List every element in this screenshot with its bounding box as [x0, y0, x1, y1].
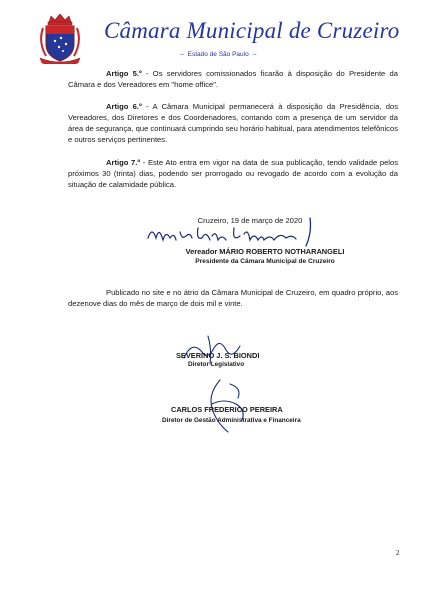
header-title: Câmara Municipal de Cruzeiro — [104, 18, 400, 43]
page-number: 2 — [396, 549, 400, 557]
subtitle-dash-left: – — [180, 51, 184, 58]
article-6-label: Artigo 6.º — [106, 102, 142, 111]
article-5-label: Artigo 5.º — [106, 69, 142, 78]
article-7-text: - Este Ato entra em vigor na data de sua publicação, tendo validade pelos próximos 30 (trinta) dias, podendo ser prorrogado ou revogado de acordo com a evolução da situação de calamidade pública. — [68, 158, 398, 189]
article-5-text: - Os servidores comissionados ficarão à disposição do Presidente da Câmara e dos Vereadores em "home office". — [68, 69, 398, 89]
article-6-text: - A Câmara Municipal permanecerá à disposição da Presidência, dos Vereadores, dos Diretores e dos Coordenadores, contando com a presença de um servidor da área de segurança, que continuará cumprindo seu horário habitual, para atendimentos telefônicos e outros serviços pertinentes. — [68, 102, 399, 144]
header-subtitle — [176, 51, 336, 58]
admin-director-name: CARLOS FREDERICO PEREIRA — [171, 405, 283, 414]
place-date: Cruzeiro, 19 de março de 2020 — [197, 216, 303, 225]
admin-director-role: Diretor de Gestão Administrativa e Financeira — [162, 417, 301, 424]
article-5 — [68, 68, 398, 90]
president-role: Presidente da Câmara Municipal de Cruzeiro — [195, 258, 335, 265]
municipal-crest-icon — [37, 14, 83, 64]
article-6 — [68, 101, 398, 145]
legislative-director-role: Diretor Legislativo — [188, 361, 245, 368]
article-7-label: Artigo 7.º — [106, 158, 141, 167]
president-name: Vereador MÁRIO ROBERTO NOTHARANGELI — [185, 247, 345, 256]
subtitle-dash-right: – — [252, 51, 257, 58]
publication-note — [68, 287, 398, 309]
legislative-director-name: SEVERINO J. S. BIONDI — [176, 351, 260, 360]
publication-text: Publicado no site e no átrio da Câmara Municipal de Cruzeiro, em quadro próprio, aos dezenove dias do mês de março de dois mil e vinte. — [68, 288, 398, 308]
subtitle-text: Estado de São Paulo — [187, 51, 249, 58]
president-signature — [146, 218, 326, 248]
article-7 — [68, 157, 398, 190]
